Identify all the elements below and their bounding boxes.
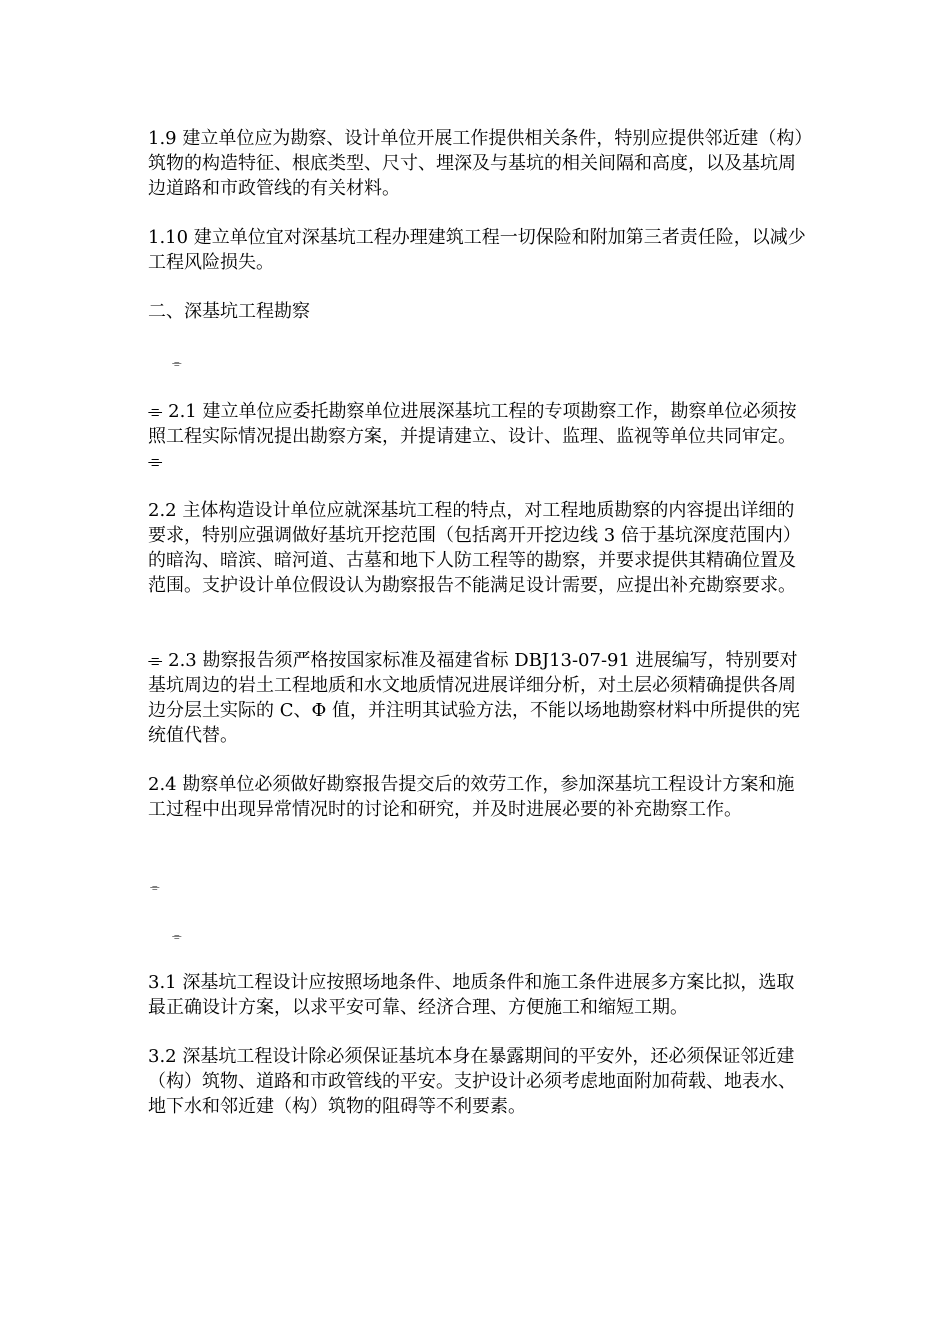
paragraph-2-4: 2.4 勘察单位必须做好勘察报告提交后的效劳工作，参加深基坑工程设计方案和施工过程中出现异常情况时的讨论和研究，并及时进展必要的补充勘察工作。 bbox=[148, 774, 795, 820]
paragraph-2-1: ⌯ 2.1 建立单位应委托勘察单位进展深基坑工程的专项勘察工作，勘察单位必须按照工程实际情况提出勘察方案，并提请建立、设计、监理、监视等单位共同审定。⌯ bbox=[148, 401, 797, 472]
paragraph-2-2: 2.2 主体构造设计单位应就深基坑工程的特点，对工程地质勘察的内容提出详细的要求，特别应强调做好基坑开挖范围（包括离开开挖边线 3 倍于基坑深度范围内）的暗沟、暗滨、暗河道、古墓和地下人防工程等的勘察，并要求提供其精确位置及范围。支护设计单位假设认为勘察报告不能满足设计需要，应提出补充勘察要求。 bbox=[148, 500, 801, 596]
placeholder-mark-2: ⌯ bbox=[150, 880, 160, 894]
paragraph-1-10: 1.10 建立单位宜对深基坑工程办理建筑工程一切保险和附加第三者责任险，以减少工程风险损失。 bbox=[148, 227, 806, 273]
paragraph-3-1: 3.1 深基坑工程设计应按照场地条件、地质条件和施工条件进展多方案比拟，选取最正确设计方案，以求平安可靠、经济合理、方便施工和缩短工期。 bbox=[148, 972, 795, 1018]
paragraph-2-3: ⌯ 2.3 勘察报告须严格按国家标准及福建省标 DBJ13-07-91 进展编写，特别要对基坑周边的岩土工程地质和水文地质情况进展详细分析，对土层必须精确提供各周边分层土实际的 C、Φ 值，并注明其试验方法，不能以场地勘察材料中所提供的宪统值代替。 bbox=[148, 650, 800, 746]
placeholder-mark-1: ⌯ bbox=[172, 356, 182, 370]
section-2-heading: 二、深基坑工程勘察 bbox=[148, 301, 310, 322]
placeholder-mark-3: ⌯ bbox=[172, 929, 182, 943]
paragraph-1-9: 1.9 建立单位应为勘察、设计单位开展工作提供相关条件，特别应提供邻近建（构）筑物的构造特征、根底类型、尺寸、埋深及与基坑的相关间隔和高度，以及基坑周边道路和市政管线的有关材料。 bbox=[148, 128, 804, 199]
paragraph-3-2: 3.2 深基坑工程设计除必须保证基坑本身在暴露期间的平安外，还必须保证邻近建（构）筑物、道路和市政管线的平安。支护设计必须考虑地面附加荷载、地表水、地下水和邻近建（构）筑物的阻碍等不利要素。 bbox=[148, 1046, 796, 1117]
